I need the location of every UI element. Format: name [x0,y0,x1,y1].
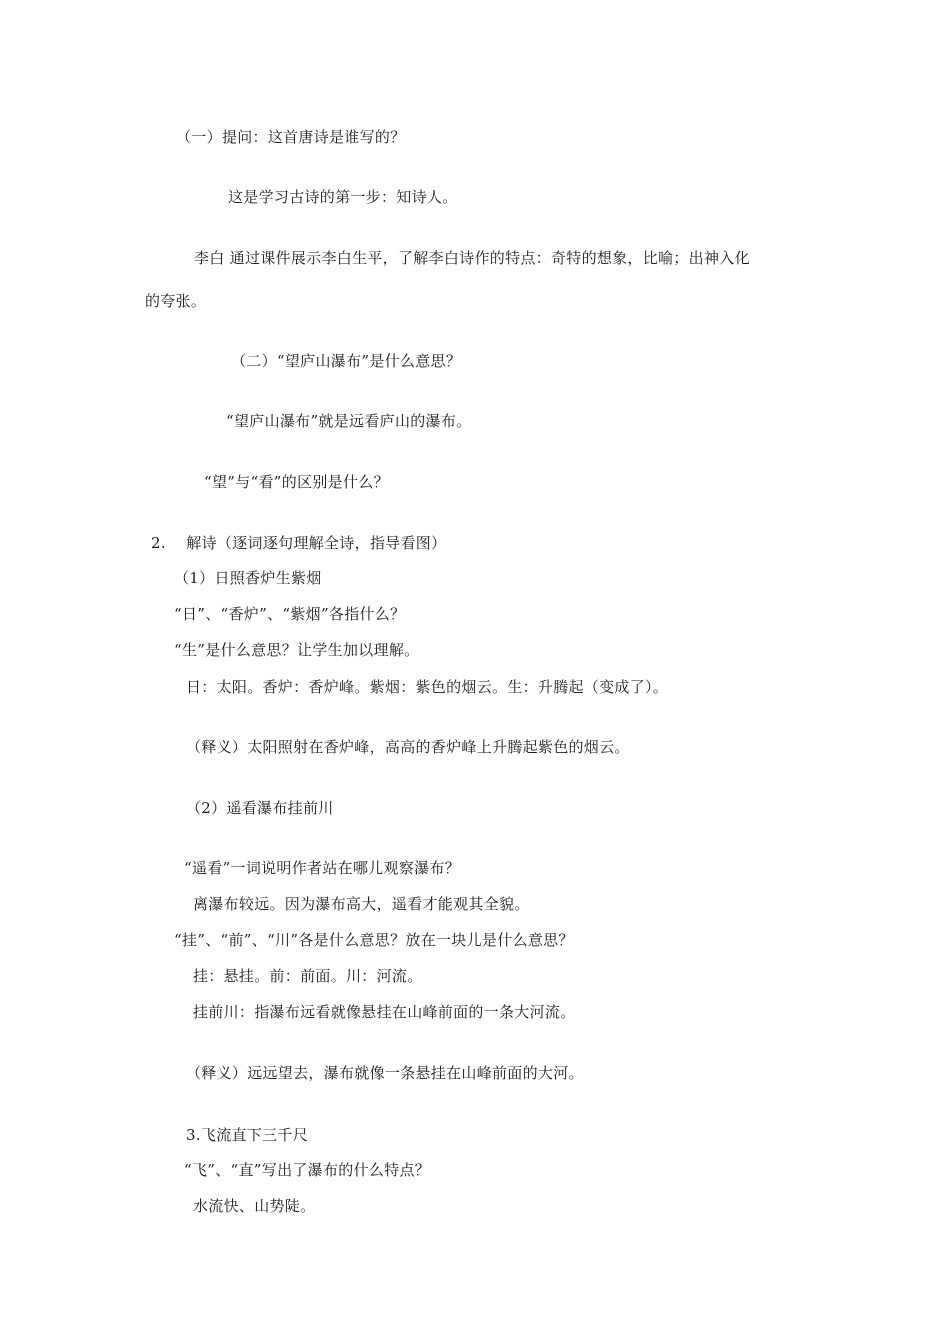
subheading-line-1: （1）日照香炉生紫烟 [174,569,322,587]
paragraph-wang-vs-kan: “望”与“看”的区别是什么？ [204,473,389,491]
paragraph-know-poet: 这是学习古诗的第一步：知诗人。 [228,188,458,206]
paragraph-line-3-answer: 水流快、山势陡。 [193,1197,316,1215]
paragraph-line-2-answer-b: 挂：悬挂。前：前面。川：河流。 [193,967,423,985]
paragraph-li-bai-intro-continued: 的夸张。 [145,292,207,310]
paragraph-line-1-question-b: “生”是什么意思？让学生加以理解。 [174,641,420,659]
paragraph-line-1-question-a: “日”、“香炉”、“紫烟”各指什么？ [174,605,406,623]
subheading-line-2: （2）遥看瀑布挂前川 [186,799,334,817]
paragraph-line-3-question: “飞”、“直”写出了瀑布的什么特点？ [184,1161,431,1179]
paragraph-line-1-interpretation: （释义）太阳照射在香炉峰，高高的香炉峰上升腾起紫色的烟云。 [186,738,630,756]
section-heading-title-meaning: （二）“望庐山瀑布”是什么意思？ [231,352,462,370]
paragraph-line-2-answer-c: 挂前川：指瀑布远看就像悬挂在山峰前面的一条大河流。 [193,1003,576,1021]
paragraph-line-2-interpretation: （释义）远远望去，瀑布就像一条悬挂在山峰前面的大河。 [186,1064,584,1082]
paragraph-line-2-question-b: “挂”、“前”、“川”各是什么意思？放在一块儿是什么意思？ [174,931,574,949]
section-heading-question-author: （一）提问：这首唐诗是谁写的？ [176,128,406,146]
paragraph-line-2-question-a: “遥看”一词说明作者站在哪儿观察瀑布？ [184,859,461,877]
section-heading-explain-poem: 2. 解诗（逐词逐句理解全诗，指导看图） [151,534,447,552]
paragraph-line-1-answers: 日：太阳。香炉：香炉峰。紫烟：紫色的烟云。生：升腾起（变成了）。 [186,678,669,696]
subheading-line-3: 3.飞流直下三千尺 [186,1126,309,1144]
paragraph-line-2-answer-a: 离瀑布较远。因为瀑布高大，遥看才能观其全貌。 [193,895,530,913]
paragraph-li-bai-intro: 李白 通过课件展示李白生平，了解李白诗作的特点：奇特的想象，比喻；出神入化 [194,249,750,267]
paragraph-title-meaning: “望庐山瀑布”就是远看庐山的瀑布。 [226,412,472,430]
